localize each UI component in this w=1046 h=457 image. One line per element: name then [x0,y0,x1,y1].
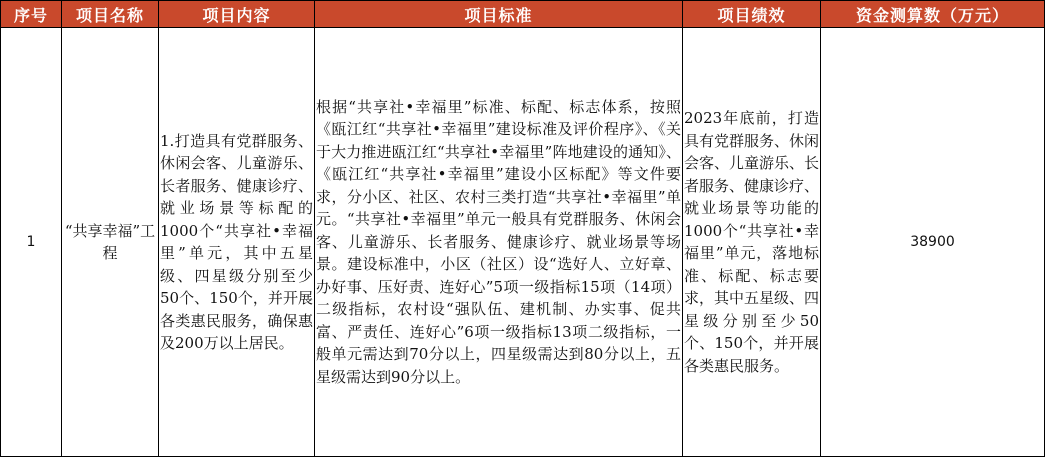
header-project-performance: 项目绩效 [683,1,821,28]
table-body [1,28,1045,457]
cell-project-standard: 根据“共享社•幸福里”标准、标配、标志体系，按照《瓯江红“共享社•幸福里”建设标准及评价程序》、《关于大力推进瓯江红“共享社•幸福里”阵地建设的通知》、《瓯江红“共享社•幸福里”建设小区标配》等文件要求，分小区、社区、农村三类打造“共享社•幸福里”单元。“共享社•幸福里”单元一般具有党群服务、休闲会客、儿童游乐、长者服务、健康诊疗、就业场景等场景。建设标准中，小区（社区）设“选好人、立好章、办好事、压好责、连好心”5项一级指标15项（14项）二级指标，农村设“强队伍、建机制、办实事、促共富、严责任、连好心”6项一级指标13项二级指标，一般单元需达到70分以上，四星级需达到80分以上，五星级需达到90分以上。 [315,28,683,457]
header-fund-estimate: 资金测算数（万元） [821,1,1045,28]
cell-no: 1 [1,28,62,457]
header-project-name: 项目名称 [62,1,159,28]
cell-fund-estimate: 38900 [821,28,1045,457]
cell-project-performance: 2023年底前，打造具有党群服务、休闲会客、儿童游乐、长者服务、健康诊疗、就业场景等功能的1000个“共享社•幸福里”单元，落地标准、标配、标志要求，其中五星级、四星级分别至少50个、150个，并开展各类惠民服务。 [683,28,821,457]
header-project-standard: 项目标准 [315,1,683,28]
header-no: 序号 [1,1,62,28]
cell-project-name: “共享幸福”工程 [62,28,159,457]
table-header [1,1,1045,28]
cell-project-content: 1.打造具有党群服务、休闲会客、儿童游乐、长者服务、健康诊疗、就业场景等标配的1000个“共享社•幸福里”单元，其中五星级、四星级分别至少50个、150个，并开展各类惠民服务，确保惠及200万以上居民。 [159,28,315,457]
header-row [1,1,1045,28]
header-project-content: 项目内容 [159,1,315,28]
table-row [1,28,1045,457]
